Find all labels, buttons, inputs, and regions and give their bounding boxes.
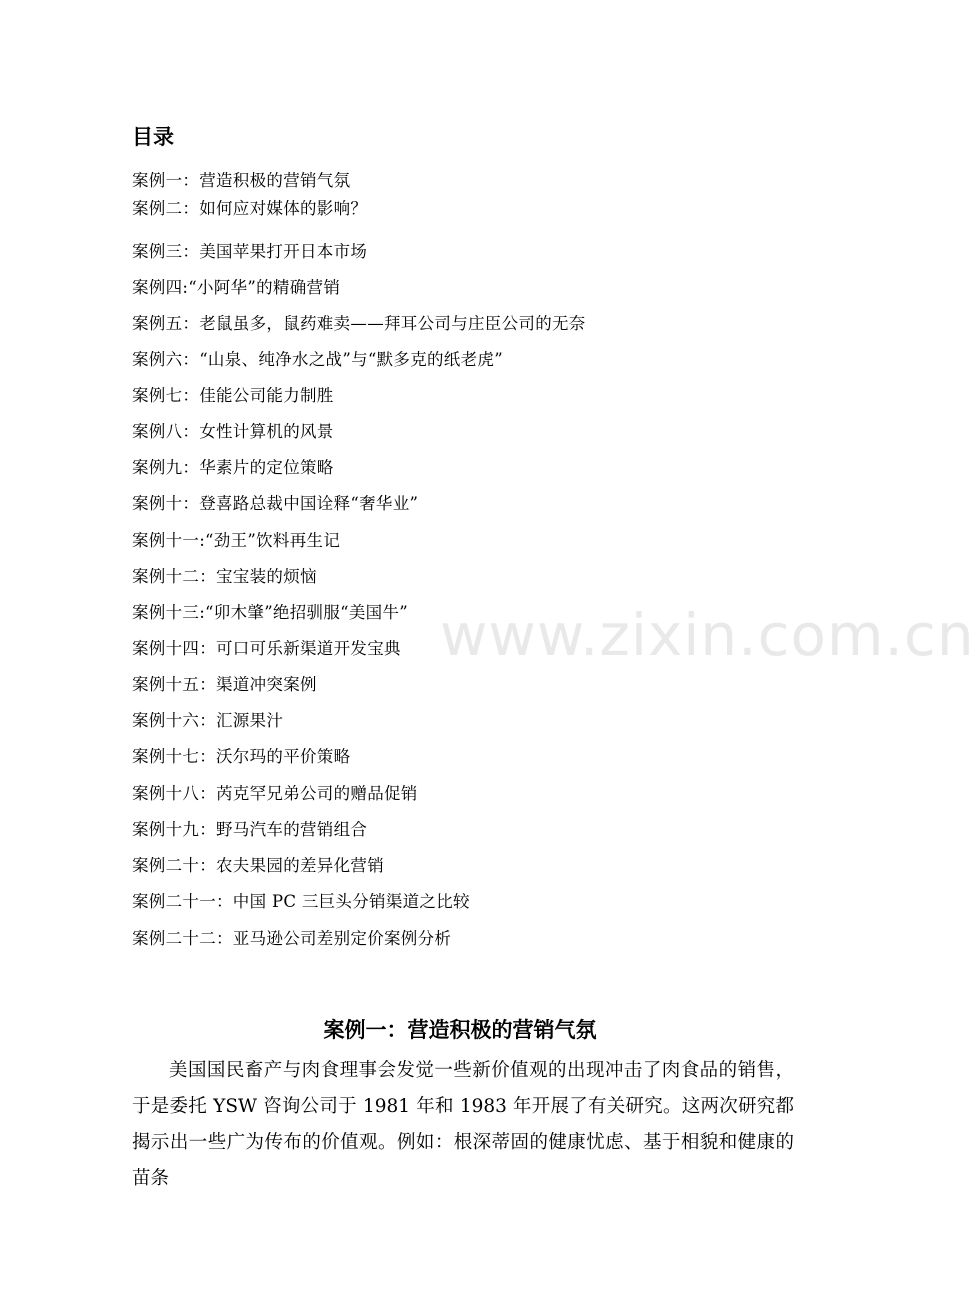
toc-item-18[interactable]: 案例十八：芮克罕兄弟公司的赠品促销 <box>132 784 418 803</box>
toc-item-12[interactable]: 案例十二：宝宝装的烦恼 <box>132 567 317 586</box>
toc-item-17[interactable]: 案例十七：沃尔玛的平价策略 <box>132 747 351 766</box>
toc-item-19[interactable]: 案例十九：野马汽车的营销组合 <box>132 820 368 839</box>
toc-item-20[interactable]: 案例二十：农夫果园的差异化营销 <box>132 856 384 875</box>
toc-item-3[interactable]: 案例三：美国苹果打开日本市场 <box>132 242 368 261</box>
toc-item-22[interactable]: 案例二十二：亚马逊公司差别定价案例分析 <box>132 929 452 948</box>
toc-item-6[interactable]: 案例六：“山泉、纯净水之战”与“默多克的纸老虎” <box>132 350 503 369</box>
toc-item-9[interactable]: 案例九：华素片的定位策略 <box>132 458 334 477</box>
toc-item-7[interactable]: 案例七：佳能公司能力制胜 <box>132 386 334 405</box>
watermark: www.zixin.com.cn <box>440 601 975 669</box>
toc-item-1[interactable]: 案例一：营造积极的营销气氛 <box>132 171 351 190</box>
toc-title: 目录 <box>132 125 174 149</box>
toc-item-11[interactable]: 案例十一:“劲王”饮料再生记 <box>132 531 341 550</box>
toc-item-15[interactable]: 案例十五：渠道冲突案例 <box>132 675 317 694</box>
toc-item-2[interactable]: 案例二：如何应对媒体的影响？ <box>132 199 368 218</box>
toc-item-21[interactable]: 案例二十一：中国 PC 三巨头分销渠道之比较 <box>132 892 470 911</box>
toc-item-5[interactable]: 案例五：老鼠虽多，鼠药难卖——拜耳公司与庄臣公司的无奈 <box>132 314 586 333</box>
toc-item-13[interactable]: 案例十三:“卯木肇”绝招驯服“美国牛” <box>132 603 409 622</box>
toc-item-8[interactable]: 案例八：女性计算机的风景 <box>132 422 334 441</box>
toc-item-10[interactable]: 案例十：登喜路总裁中国诠释“奢华业” <box>132 494 419 513</box>
toc-item-4[interactable]: 案例四:“小阿华”的精确营销 <box>132 278 341 297</box>
toc-item-14[interactable]: 案例十四：可口可乐新渠道开发宝典 <box>132 639 401 658</box>
toc-item-16[interactable]: 案例十六：汇源果汁 <box>132 711 284 730</box>
case-heading: 案例一：营造积极的营销气氛 <box>323 1018 597 1042</box>
case-paragraph: 美国国民畜产与肉食理事会发觉一些新价值观的出现冲击了肉食品的销售，于是委托 YSW 咨询公司于 1981 年和 1983 年开展了有关研究。这两次研究都揭示出一些广为传布的价值观。例如：根深蒂固的健康忧虑、基于相貌和健康的苗条 <box>132 1060 794 1189</box>
